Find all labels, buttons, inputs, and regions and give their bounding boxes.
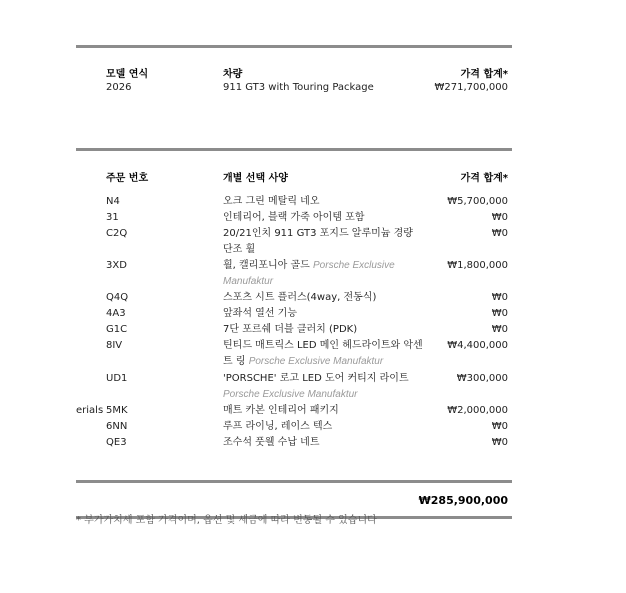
option-description: [223, 290, 423, 306]
option-description: [223, 371, 423, 403]
option-description: [223, 258, 423, 290]
option-code: 8IV: [106, 340, 123, 351]
option-description-text: 앞좌석 열선 기능: [223, 308, 297, 319]
top-rule: [76, 45, 512, 48]
option-code: 31: [106, 212, 119, 223]
middle-rule: [76, 148, 512, 151]
option-description-text: 매트 카본 인테리어 패키지: [223, 405, 339, 416]
option-price: ₩0: [491, 308, 508, 319]
option-code: Q4Q: [106, 292, 129, 303]
option-price: ₩0: [491, 292, 508, 303]
order-no-header: 주문 번호: [106, 173, 149, 184]
lower-rule: [76, 480, 512, 483]
option-price: ₩2,000,000: [447, 405, 508, 416]
option-description: [223, 194, 423, 210]
option-price: ₩4,400,000: [447, 340, 508, 351]
vehicle-value: 911 GT3 with Touring Package: [223, 82, 374, 93]
vehicle-header: 차량: [223, 69, 243, 80]
option-description: [223, 419, 423, 435]
option-code: C2Q: [106, 228, 128, 239]
option-code: 3XD: [106, 260, 127, 271]
vehicle-price: ₩271,700,000: [434, 82, 508, 93]
option-price: ₩1,800,000: [447, 260, 508, 271]
manufaktur-note: Porsche Exclusive Manufaktur: [223, 389, 358, 400]
option-description: [223, 403, 423, 419]
option-code: QE3: [106, 437, 127, 448]
option-description-text: 인테리어, 블랙 가죽 아이템 포함: [223, 212, 365, 223]
option-description-text: 루프 라이닝, 레이스 텍스: [223, 421, 333, 432]
option-description-text: 틴티드 매트릭스 LED 메인 헤드라이트와 악센트 링: [223, 340, 423, 367]
option-code: N4: [106, 196, 120, 207]
option-price: ₩0: [491, 212, 508, 223]
option-description-text: 휠, 캘리포니아 골드: [223, 260, 310, 271]
total-price-header: 가격 합계*: [460, 69, 508, 80]
option-description-text: 오크 그린 메탈릭 네오: [223, 196, 320, 207]
model-year-header: 모델 연식: [106, 69, 149, 80]
option-code: 5MK: [106, 405, 128, 416]
manufaktur-note: Porsche Exclusive Manufaktur: [248, 356, 384, 367]
option-description-text: 20/21인치 911 GT3 포지드 알루미늄 경량 단조 휠: [223, 228, 413, 255]
option-code: 4A3: [106, 308, 126, 319]
options-total-header: 가격 합계*: [460, 173, 508, 184]
option-header: 개별 선택 사양: [223, 173, 288, 184]
option-price: ₩300,000: [456, 373, 508, 384]
row-side-fragment: erials: [76, 405, 104, 416]
option-price: ₩0: [491, 228, 508, 239]
manufaktur-note: Porsche Exclusive Manufaktur: [223, 260, 395, 287]
option-description: [223, 338, 423, 370]
option-description-text: 'PORSCHE' 로고 LED 도어 커티지 라이트: [223, 373, 409, 384]
option-code: UD1: [106, 373, 128, 384]
option-price: ₩0: [491, 324, 508, 335]
option-description-text: 7단 포르쉐 더블 클러치 (PDK): [223, 324, 358, 335]
option-description-text: 조수석 풋웰 수납 네트: [223, 437, 320, 448]
option-price: ₩0: [491, 421, 508, 432]
option-description: [223, 306, 423, 322]
option-description: [223, 210, 423, 226]
option-code: G1C: [106, 324, 128, 335]
grand-total: ₩285,900,000: [418, 494, 508, 507]
option-price: ₩5,700,000: [447, 196, 508, 207]
footnote-clipped: [76, 515, 377, 526]
option-description: [223, 322, 423, 338]
option-description-text: 스포츠 시트 플러스(4way, 전동식): [223, 292, 377, 303]
option-description: [223, 435, 423, 451]
option-price: ₩0: [491, 437, 508, 448]
option-description: [223, 226, 423, 258]
footnote-text: * 부가가치세 포함 가격이며, 옵션 및 세금에 따라 변동될 수 있습니다: [76, 515, 377, 526]
option-code: 6NN: [106, 421, 128, 432]
model-year-value: 2026: [106, 82, 132, 93]
